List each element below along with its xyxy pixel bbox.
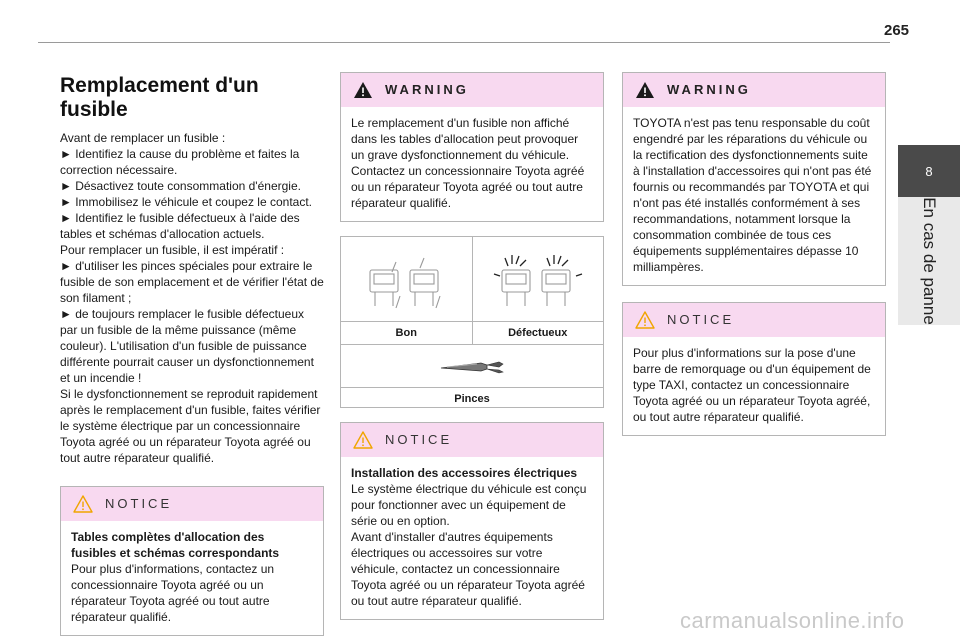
notice-label: NOTICE [667, 312, 735, 327]
defective-fuse-illustration [472, 237, 604, 321]
notice-text: Le système électrique du véhicule est conçu pour fonctionner avec un équipement de série ou en option. [351, 482, 587, 528]
notice-text: Pour plus d'informations, contactez un concessionnaire Toyota agréé ou un réparateur Toyota agréé ou tout autre réparateur qualifié. [71, 562, 275, 624]
warning-body: Le remplacement d'un fusible non affiché dans les tables d'allocation peut provoquer un grave dysfonctionnement du véhicule. Contactez un concessionnaire Toyota agréé ou un réparateur Toyota agréé ou tout autre réparateur qualifié. [351, 116, 585, 210]
middle-column [340, 72, 604, 620]
fuse-figure [340, 236, 604, 408]
warning-box-unlisted-fuse [340, 72, 604, 222]
chapter-title: En cas de panne [920, 197, 939, 325]
notice-box-fuse-tables [60, 486, 324, 636]
notice-body [61, 521, 323, 635]
warning-label: WARNING [385, 82, 469, 97]
instruction-line: ► Immobilisez le véhicule et coupez le contact. [60, 195, 312, 209]
page-number: 265 [884, 22, 910, 39]
warning-icon [635, 81, 655, 99]
instruction-line: ► Identifiez le fusible défectueux à l'aide des tables et schémas d'allocation actuels. [60, 211, 300, 241]
notice-box-towbar [622, 302, 886, 436]
fuse-pliers-icon [437, 356, 507, 376]
instruction-line: ► de toujours remplacer le fusible défectueux par un fusible de la même puissance (même couleur). L'utilisation d'un fusible de puissance différente pourrait causer un dysfonctionnement et un incendie ! [60, 307, 314, 385]
instruction-line: ► Identifiez la cause du problème et faites la correction nécessaire. [60, 147, 300, 177]
warning-body: TOYOTA n'est pas tenu responsable du coût engendré par les réparations du véhicule ou la rectification des dysfonctionnements suite à l'installation d'accessoires qui n'ont pas été fournis ou recommandés par TOYOTA et qui n'ont pas été installés conformément à ses recommandations, notamment lorsque la consommation combinée de tous ces équipements supplémentaires dépasse 10 milliampères. [633, 116, 872, 274]
notice-label: NOTICE [385, 432, 453, 447]
warning-label: WARNING [667, 82, 751, 97]
pliers-label: Pinces [454, 393, 490, 405]
notice-icon [353, 431, 373, 449]
chapter-side-tab[interactable] [898, 145, 960, 325]
watermark: carmanualsonline.info [680, 608, 905, 633]
section-title: Remplacement d'un fusible [60, 74, 259, 121]
notice-body: Pour plus d'informations sur la pose d'une barre de remorquage ou d'un équipement de type TAXI, contactez un concessionnaire Toyota agréé ou un réparateur Toyota agréé, ou tout autre réparateur qualifié. [633, 346, 871, 424]
left-column [60, 74, 324, 636]
good-fuse-icon [360, 246, 452, 312]
pliers-image-row [341, 345, 603, 388]
instruction-line: Si le dysfonctionnement se reproduit rapidement après le remplacement d'un fusible, faites vérifier le système électrique par un concessionnaire Toyota agréé ou un réparateur Toyota agréé ou tout autre réparateur qualifié. [60, 387, 321, 465]
instructions [60, 130, 324, 466]
instruction-line: ► Désactivez toute consommation d'énergie. [60, 179, 301, 193]
notice-title: Installation des accessoires électriques [351, 466, 578, 480]
fuse-images-row [341, 237, 603, 322]
notice-header [341, 423, 603, 457]
notice-icon [635, 311, 655, 329]
fuse-labels-row [341, 322, 603, 345]
notice-label: NOTICE [105, 496, 173, 511]
right-column [622, 72, 886, 436]
notice-text-2: Avant d'installer d'autres équipements électriques ou accessoires sur votre véhicule, contactez un concessionnaire Toyota agréé ou un réparateur Toyota agréé ou tout autre réparateur qualifié. [351, 530, 585, 608]
instruction-line: Avant de remplacer un fusible : [60, 131, 226, 145]
warning-header [341, 73, 603, 107]
good-fuse-label: Bon [395, 327, 417, 339]
notice-body [341, 457, 603, 619]
notice-title: Tables complètes d'allocation des fusibles et schémas correspondants [71, 530, 280, 560]
chapter-number: 8 [898, 145, 960, 197]
instruction-line: ► d'utiliser les pinces spéciales pour extraire le fusible de son emplacement et de vérifier l'état de son filament ; [60, 259, 324, 305]
warning-box-toyota-liability [622, 72, 886, 286]
defective-fuse-icon [492, 246, 584, 312]
warning-header [623, 73, 885, 107]
header-rule [38, 42, 890, 43]
notice-header [61, 487, 323, 521]
good-fuse-illustration [341, 237, 472, 321]
notice-header [623, 303, 885, 337]
notice-icon [73, 495, 93, 513]
warning-icon [353, 81, 373, 99]
defective-fuse-label: Défectueux [472, 322, 604, 344]
instruction-line: Pour remplacer un fusible, il est impératif : [60, 243, 285, 257]
chapter-title-area [898, 197, 960, 325]
notice-box-accessories [340, 422, 604, 620]
